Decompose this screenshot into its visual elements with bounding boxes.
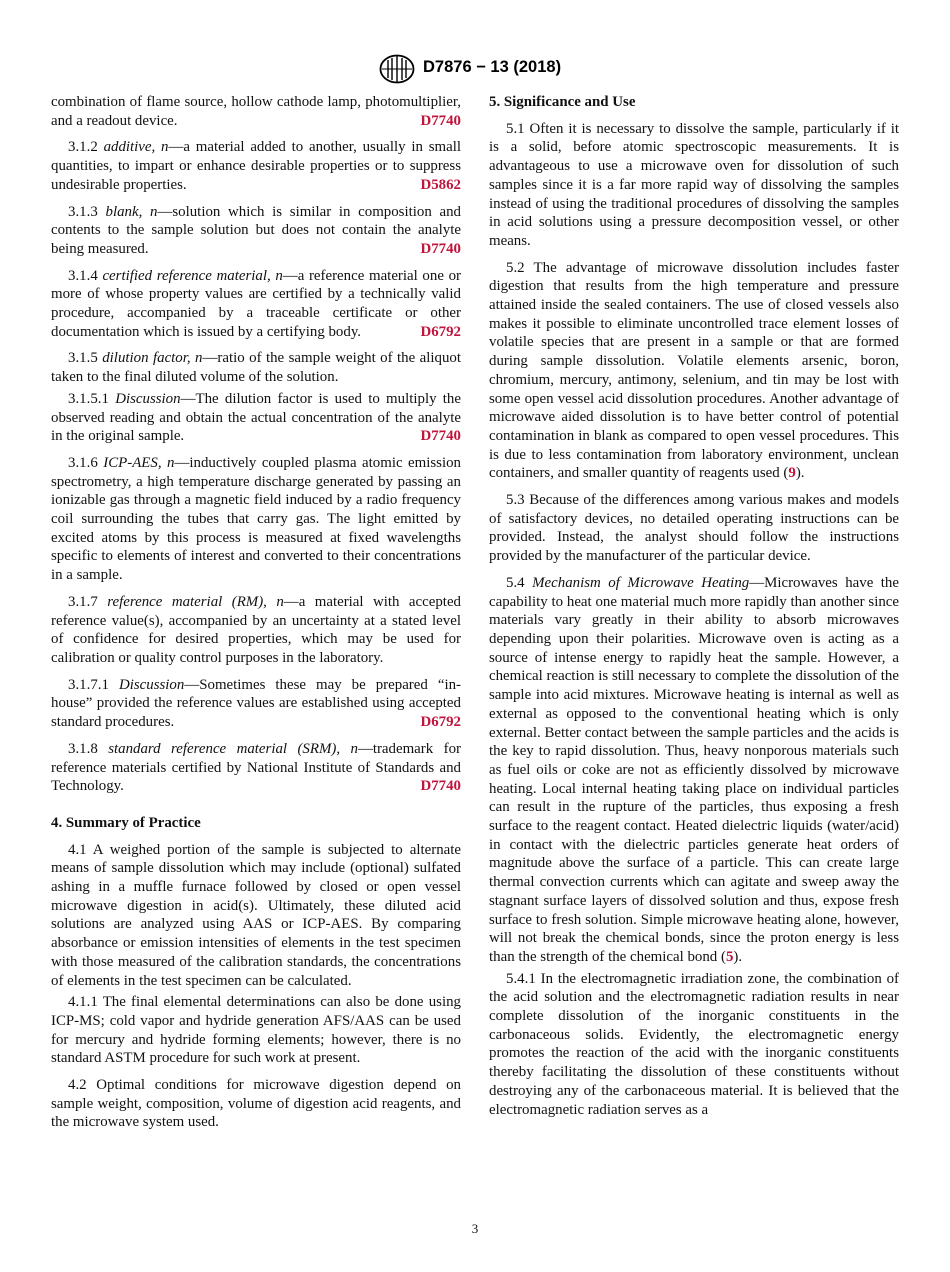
paragraph-4-1-1: 4.1.1 The final elemental determinations can also be done using ICP-MS; cold vapor and hydride generation AFS/AAS can be used for mercury and hydride forming elements; however, there is no standard ASTM procedure for such work at present.	[51, 994, 461, 1067]
ref-link[interactable]: D6792	[420, 714, 461, 731]
term: Mechanism of Microwave Heating	[532, 574, 750, 591]
left-column	[51, 93, 461, 1140]
paragraph-5-2: 5.2 The advantage of microwave dissolution includes faster digestion that results from the high temperature and pressure attained inside the sealed containers. The use of closed vessels also makes it possible to eliminate uncontrolled trace element losses of volatile species that are present in a sample or that are formed during sample dissolution. Volatile elements arsenic, boron, chromium, mercury, antimony, selenium, and tin may be lost with some open vessel acid dissolution procedures. Another advantage of microwave aided dissolution is to have better control of potential contamination in blank as compared to open vessel procedures. This is due to less contamination from laboratory environment, unclean containers, and smaller quantity of reagents used (9).	[489, 259, 899, 482]
term: blank, n	[105, 203, 158, 220]
definition-dilution-factor: 3.1.5 dilution factor, n—ratio of the sample weight of the aliquot taken to the final diluted volume of the solution.	[51, 350, 461, 386]
definition-blank: 3.1.3 blank, n—solution which is similar in composition and contents to the sample solution but does not contain the analyte being measured. D7740	[51, 203, 461, 257]
citation-link[interactable]: 9	[788, 465, 796, 482]
ref-link[interactable]: D7740	[420, 428, 461, 445]
ref-link[interactable]: D7740	[420, 112, 461, 129]
paragraph-5-4: 5.4 Mechanism of Microwave Heating—Microwaves have the capability to heat one material much more rapidly than another since materials vary greatly in their ability to absorb microwaves depending upon their polarities. Microwave oven is acting as a source of intense energy to rapidly heat the sample. However, a chemical reaction is still necessary to complete the dissolution of the sample into acid mixtures. Microwave heating is internal as well as external as opposed to the conventional heating which is only external. Better contact between the sample particles and the acids is the key to rapid dissolution. Thus, heavy nonporous materials such as fuel oils or coke are not as efficiently dissolved by microwave heating. Local internal heating taking place on individual particles can result in the rupture of the particles, thus exposing a fresh surface to the reagent contact. Heated dielectric liquids (water/acid) in contact with the dielectric particles generate heat orders of magnitude above the surface of a particle. This can create large thermal convection currents which can agitate and sweep away the stagnant surface layers of dissolved solution and thus, expose fresh surface to fresh solution. Simple microwave heating alone, however, will not break the chemical bonds, since the proton energy is less than the strength of the chemical bond (5).	[489, 574, 899, 965]
term: dilution factor, n	[102, 350, 203, 367]
ref-link[interactable]: D5862	[420, 176, 461, 193]
term: ICP-AES, n	[103, 454, 175, 471]
definition-reference-material: 3.1.7 reference material (RM), n—a material with accepted reference value(s), accompanied by an uncertainty at a stated level of confidence for desired properties, which may be used for calibration or quality control purposes in the laboratory.	[51, 593, 462, 666]
paragraph-5-3: 5.3 Because of the differences among various makes and models of satisfactory devices, no detailed operating instructions can be provided. Instead, the analyst should follow the instructions provided by the manufacturer of the particular device.	[489, 492, 899, 565]
standard-designation: D7876 − 13 (2018)	[423, 58, 562, 76]
section-heading-significance-and-use: 5. Significance and Use	[489, 94, 636, 110]
term: reference material (RM), n	[107, 593, 284, 610]
ref-link[interactable]: D7740	[420, 240, 461, 257]
ref-link[interactable]: D6792	[420, 323, 461, 340]
page-number: 3	[471, 1221, 479, 1236]
paragraph-4-1: 4.1 A weighed portion of the sample is subjected to alternate means of sample dissolution which may include (optional) sulfated ashing in a muffle furnace followed by closed or open vessel microwave digestion in acid(s). Ultimately, these diluted acid solutions are analyzed using AAS or ICP-AES. By comparing absorbance or emission intensities of elements in the test specimen with those measured of the calibration standards, the concentrations of elements in the test specimen can be calculated.	[51, 841, 461, 989]
paragraph-3-1-1-continuation: combination of flame source, hollow cathode lamp, photomultiplier, and a readout device. D7740	[51, 94, 461, 129]
ref-link[interactable]: D7740	[420, 778, 461, 795]
definition-srm: 3.1.8 standard reference material (SRM), n—trademark for reference materials certified by National Institute of Standards and Technology. D7740	[51, 740, 461, 795]
term: standard reference material (SRM), n	[108, 740, 358, 757]
discussion-dilution-factor: 3.1.5.1 Discussion—The dilution factor is used to multiply the observed reading and obtain the actual concentration of the analyte in the original sample. D7740	[51, 390, 461, 445]
paragraph-5-1: 5.1 Often it is necessary to dissolve the sample, particularly if it is a solid, before atomic spectroscopic measurements. It is advantageous to use a microwave oven for dissolution of such samples since it is a far more rapid way of dissolving the samples instead of using the traditional procedures of dissolving the samples in acid solutions using a pressure decomposition vessel, or other means.	[489, 120, 899, 249]
astm-logo-icon	[379, 54, 415, 84]
citation-link[interactable]: 5	[725, 948, 734, 965]
definition-icp-aes: 3.1.6 ICP-AES, n—inductively coupled plasma atomic emission spectrometry, a high temperature discharge generated by passing an ionizable gas through a magnetic field induced by a radio frequency coil surrounding the tubes that carry gas. The light emitted by excited atoms by this process is measured at fixed wavelengths specific to elements of interest and converted to their concentrations in a sample.	[51, 454, 461, 584]
term: additive, n	[103, 139, 169, 156]
term: Discussion	[118, 676, 185, 693]
paragraph-4-2: 4.2 Optimal conditions for microwave digestion depend on sample weight, composition, volume of digestion acid reagents, and the microwave system used.	[51, 1077, 461, 1131]
page-header	[0, 54, 950, 86]
term: certified reference material, n	[102, 267, 283, 284]
discussion-reference-material: 3.1.7.1 Discussion—Sometimes these may be prepared “in-house” provided the reference values are established using accepted standard procedures. D6792	[51, 676, 461, 731]
term: Discussion	[115, 390, 181, 407]
paragraph-5-4-1: 5.4.1 In the electromagnetic irradiation zone, the combination of the acid solution and the electromagnetic radiation results in near complete dissolution of the inorganic constituents in the carbonaceous solids. Evidently, the electromagnetic energy promotes the reaction of the acid with the inorganic constituents thereby facilitating the dissolution of these constituents without destroying any of the carbonaceous material. It is believed that the electromagnetic radiation serves as a	[489, 970, 899, 1118]
section-heading-summary-of-practice: 4. Summary of Practice	[51, 814, 201, 831]
definition-certified-reference-material: 3.1.4 certified reference material, n—a reference material one or more of whose property values are certified by a technically valid procedure, accompanied by a traceable certificate or other documentation which is issued by a certifying body. D6792	[51, 267, 461, 340]
definition-additive: 3.1.2 additive, n—a material added to another, usually in small quantities, to impart or enhance desirable properties or to suppress undesirable properties. D5862	[51, 139, 461, 193]
right-column	[489, 93, 899, 1127]
